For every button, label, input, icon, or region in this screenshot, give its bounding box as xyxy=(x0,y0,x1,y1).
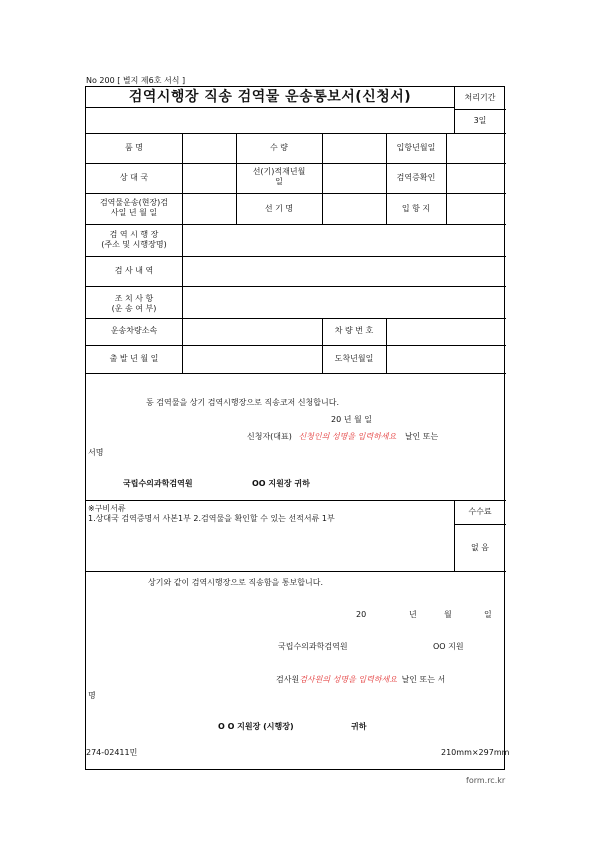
source-text: form.rc.kr xyxy=(466,776,506,785)
action-taken-label: 조 치 사 항 xyxy=(114,294,154,303)
form-table xyxy=(85,86,505,770)
processing-period-value: 3일 xyxy=(473,116,487,125)
form-number: No 200 [ 별지 제6호 서식 ] xyxy=(86,76,186,85)
notice-date-day: 일 xyxy=(484,610,492,619)
ship-loading-date-label: 선(기)적재년월 xyxy=(252,167,306,176)
inspection-details-label: 검 사 내 역 xyxy=(114,266,154,275)
notice-date-year-unit: 년 xyxy=(409,610,417,619)
ship-loading-date-label-cont: 일 xyxy=(275,177,283,186)
quantity-label: 수 량 xyxy=(270,143,288,152)
notice-recipient-suffix: 귀하 xyxy=(351,722,367,731)
issuer-org: 국립수의과학검역원 xyxy=(278,642,348,651)
inspector-label: 검사원 xyxy=(276,675,300,684)
inspector-name-input[interactable]: 검사원의 성명을 입력하세요 xyxy=(299,675,398,684)
applicant-name-input[interactable]: 신청인의 성명을 입력하세요 xyxy=(298,432,397,441)
inspector-line xyxy=(276,675,445,685)
documents-items: 1.상대국 검역증명서 사본1부 2.검역물을 확인할 수 있는 선적서류 1부 xyxy=(88,514,335,523)
counterpart-country-label: 상 대 국 xyxy=(119,173,149,182)
import-date-label: 입항년월일 xyxy=(396,143,436,152)
notice-statement: 상기와 같이 검역시행장으로 직송함을 통보합니다. xyxy=(148,578,324,587)
recipient-org: 국립수의과학검역원 xyxy=(123,479,193,488)
applicant-line xyxy=(247,432,438,442)
vessel-name-label: 선 기 명 xyxy=(264,204,294,213)
recipient-branch: OO 지원장 귀하 xyxy=(252,479,310,488)
applicant-label: 신청자(대표) xyxy=(247,432,292,441)
action-taken-label-cont: (운 송 여 부) xyxy=(111,304,157,313)
application-statement: 동 검역물을 상기 검역시행장으로 직송코저 신청합니다. xyxy=(146,398,339,407)
applicant-sign: 날인 또는 xyxy=(404,432,439,441)
fee-value: 없 음 xyxy=(471,543,489,552)
issuer-branch: OO 지원 xyxy=(433,642,464,651)
notice-date-month: 월 xyxy=(444,610,452,619)
arrival-date-label: 도착년월일 xyxy=(334,354,374,363)
notice-recipient: O O 지원장 (시행장) xyxy=(218,722,294,731)
processing-period-label: 처리기간 xyxy=(464,93,496,102)
vehicle-number-label: 차 량 번 호 xyxy=(334,326,374,335)
port-of-entry-label: 입 항 지 xyxy=(401,204,431,213)
departure-date-label: 출 발 년 월 일 xyxy=(109,354,159,363)
paper-size: 210mm×297mm xyxy=(441,748,510,757)
inspector-sign: 날인 또는 서 xyxy=(401,675,446,684)
applicant-sign-cont: 서명 xyxy=(88,448,104,457)
quarantine-site-label: 검 역 시 행 장 xyxy=(109,230,159,239)
transport-inspect-date-label: 검역물운송(현장)검 xyxy=(99,198,169,207)
fee-label: 수수료 xyxy=(468,507,492,516)
product-name-label: 품 명 xyxy=(125,143,143,152)
documents-title: ※구비서류 xyxy=(88,504,126,513)
application-date: 20 년 월 일 xyxy=(331,415,372,424)
vehicle-affiliation-label: 운송차량소속 xyxy=(110,326,158,335)
quarantine-site-label-cont: (주소 및 시행장명) xyxy=(101,240,167,249)
transport-inspect-date-label-cont: 사일 년 월 일 xyxy=(110,208,158,217)
notice-date-year: 20 xyxy=(356,610,367,619)
quarantine-certificate-label: 검역증확인 xyxy=(396,173,436,182)
form-code: 274-02411민 xyxy=(86,748,138,757)
inspector-sign-cont: 명 xyxy=(88,691,96,700)
form-title: 검역시행장 직송 검역물 운송통보서(신청서) xyxy=(128,89,412,105)
